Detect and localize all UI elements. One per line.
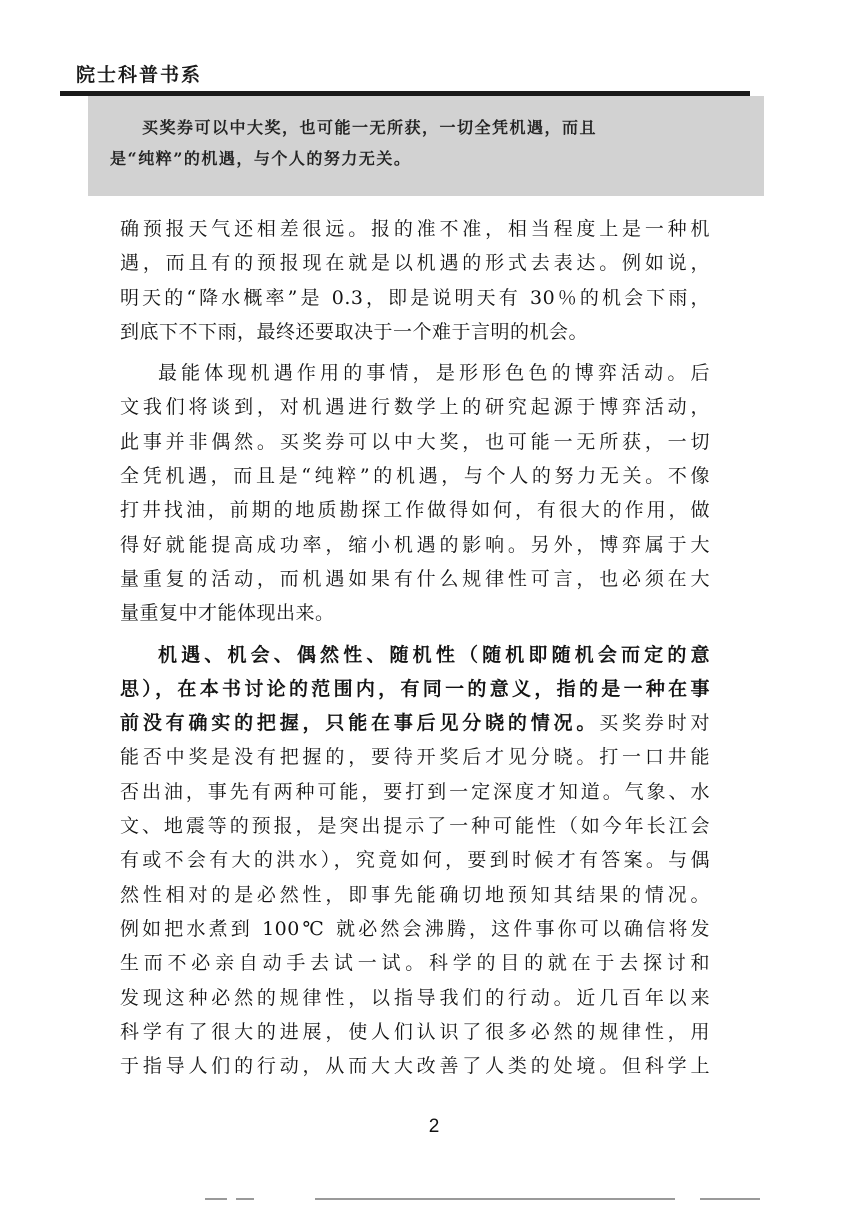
body-line: 遇，而且有的预报现在就是以机遇的形式去表达。例如说， bbox=[120, 252, 710, 275]
body-line: 明天的“降水概率”是 0.3，即是说明天有 30％的机会下雨， bbox=[120, 286, 710, 309]
scan-artifact-line bbox=[205, 1198, 227, 1200]
callout-line-1: 买奖券可以中大奖，也可能一无所获，一切全凭机遇，而且 bbox=[142, 118, 598, 137]
callout-line-2: 是“纯粹”的机遇，与个人的努力无关。 bbox=[110, 149, 412, 168]
body-line-mixed bbox=[120, 706, 710, 740]
page-number: 2 bbox=[428, 1116, 440, 1137]
body-line: 得好就能提高成功率，缩小机遇的影响。另外，博弈属于大 bbox=[120, 533, 710, 556]
scan-artifact-line bbox=[315, 1198, 675, 1200]
body-line: 确预报天气还相差很远。报的准不准，相当程度上是一种机 bbox=[120, 218, 710, 240]
body-line: 最能体现机遇作用的事情，是形形色色的博弈活动。后 bbox=[158, 362, 710, 385]
body-line: 全凭机遇，而且是“纯粹”的机遇，与个人的努力无关。不像 bbox=[120, 465, 710, 488]
body-line: 到底下不下雨，最终还要取决于一个难于言明的机会。 bbox=[120, 320, 589, 343]
body-line: 科学有了很大的进展，使人们认识了很多必然的规律性，用 bbox=[120, 1020, 710, 1043]
body-line-normal-part: 买奖券时对 bbox=[599, 712, 710, 735]
body-line: 否出油，事先有两种可能，要打到一定深度才知道。气象、水 bbox=[120, 780, 710, 803]
body-line: 文、地震等的预报，是突出提示了一种可能性（如今年长江会 bbox=[120, 815, 710, 838]
scan-artifact-line bbox=[236, 1198, 254, 1200]
series-title: 院士科普书系 bbox=[76, 64, 203, 86]
body-line: 此事并非偶然。买奖券可以中大奖，也可能一无所获，一切 bbox=[120, 430, 710, 453]
body-line: 能否中奖是没有把握的，要待开奖后才见分晓。打一口井能 bbox=[120, 746, 710, 769]
body-line: 有或不会有大的洪水），究竟如何，要到时候才有答案。与偶 bbox=[120, 849, 710, 872]
body-line: 生而不必亲自动手去试一试。科学的目的就在于去探讨和 bbox=[120, 952, 710, 975]
body-line-bold: 机遇、机会、偶然性、随机性（随机即随机会而定的意 bbox=[158, 643, 710, 666]
body-line: 量重复中才能体现出来。 bbox=[120, 602, 335, 625]
body-line: 发现这种必然的规律性，以指导我们的行动。近几百年以来 bbox=[120, 986, 710, 1009]
body-line-bold: 思），在本书讨论的范围内，有同一的意义，指的是一种在事 bbox=[120, 677, 710, 700]
callout-box bbox=[88, 96, 764, 196]
body-line: 文我们将谈到，对机遇进行数学上的研究起源于博弈活动， bbox=[120, 396, 710, 419]
body-line: 量重复的活动，而机遇如果有什么规律性可言，也必须在大 bbox=[120, 567, 710, 590]
body-line: 打井找油，前期的地质勘探工作做得如何，有很大的作用，做 bbox=[120, 499, 710, 522]
paragraph-gap bbox=[120, 349, 710, 356]
body-line-bold-part: 前没有确实的把握，只能在事后见分晓的情况。 bbox=[120, 712, 600, 735]
paragraph-gap bbox=[120, 631, 710, 638]
scan-artifact-line bbox=[700, 1198, 760, 1200]
body-line: 例如把水煮到 100℃ 就必然会沸腾，这件事你可以确信将发 bbox=[120, 917, 710, 940]
body-text bbox=[120, 212, 710, 1083]
body-line: 于指导人们的行动，从而大大改善了人类的处境。但科学上 bbox=[120, 1055, 710, 1078]
body-line: 然性相对的是必然性，即事先能确切地预知其结果的情况。 bbox=[120, 883, 710, 906]
